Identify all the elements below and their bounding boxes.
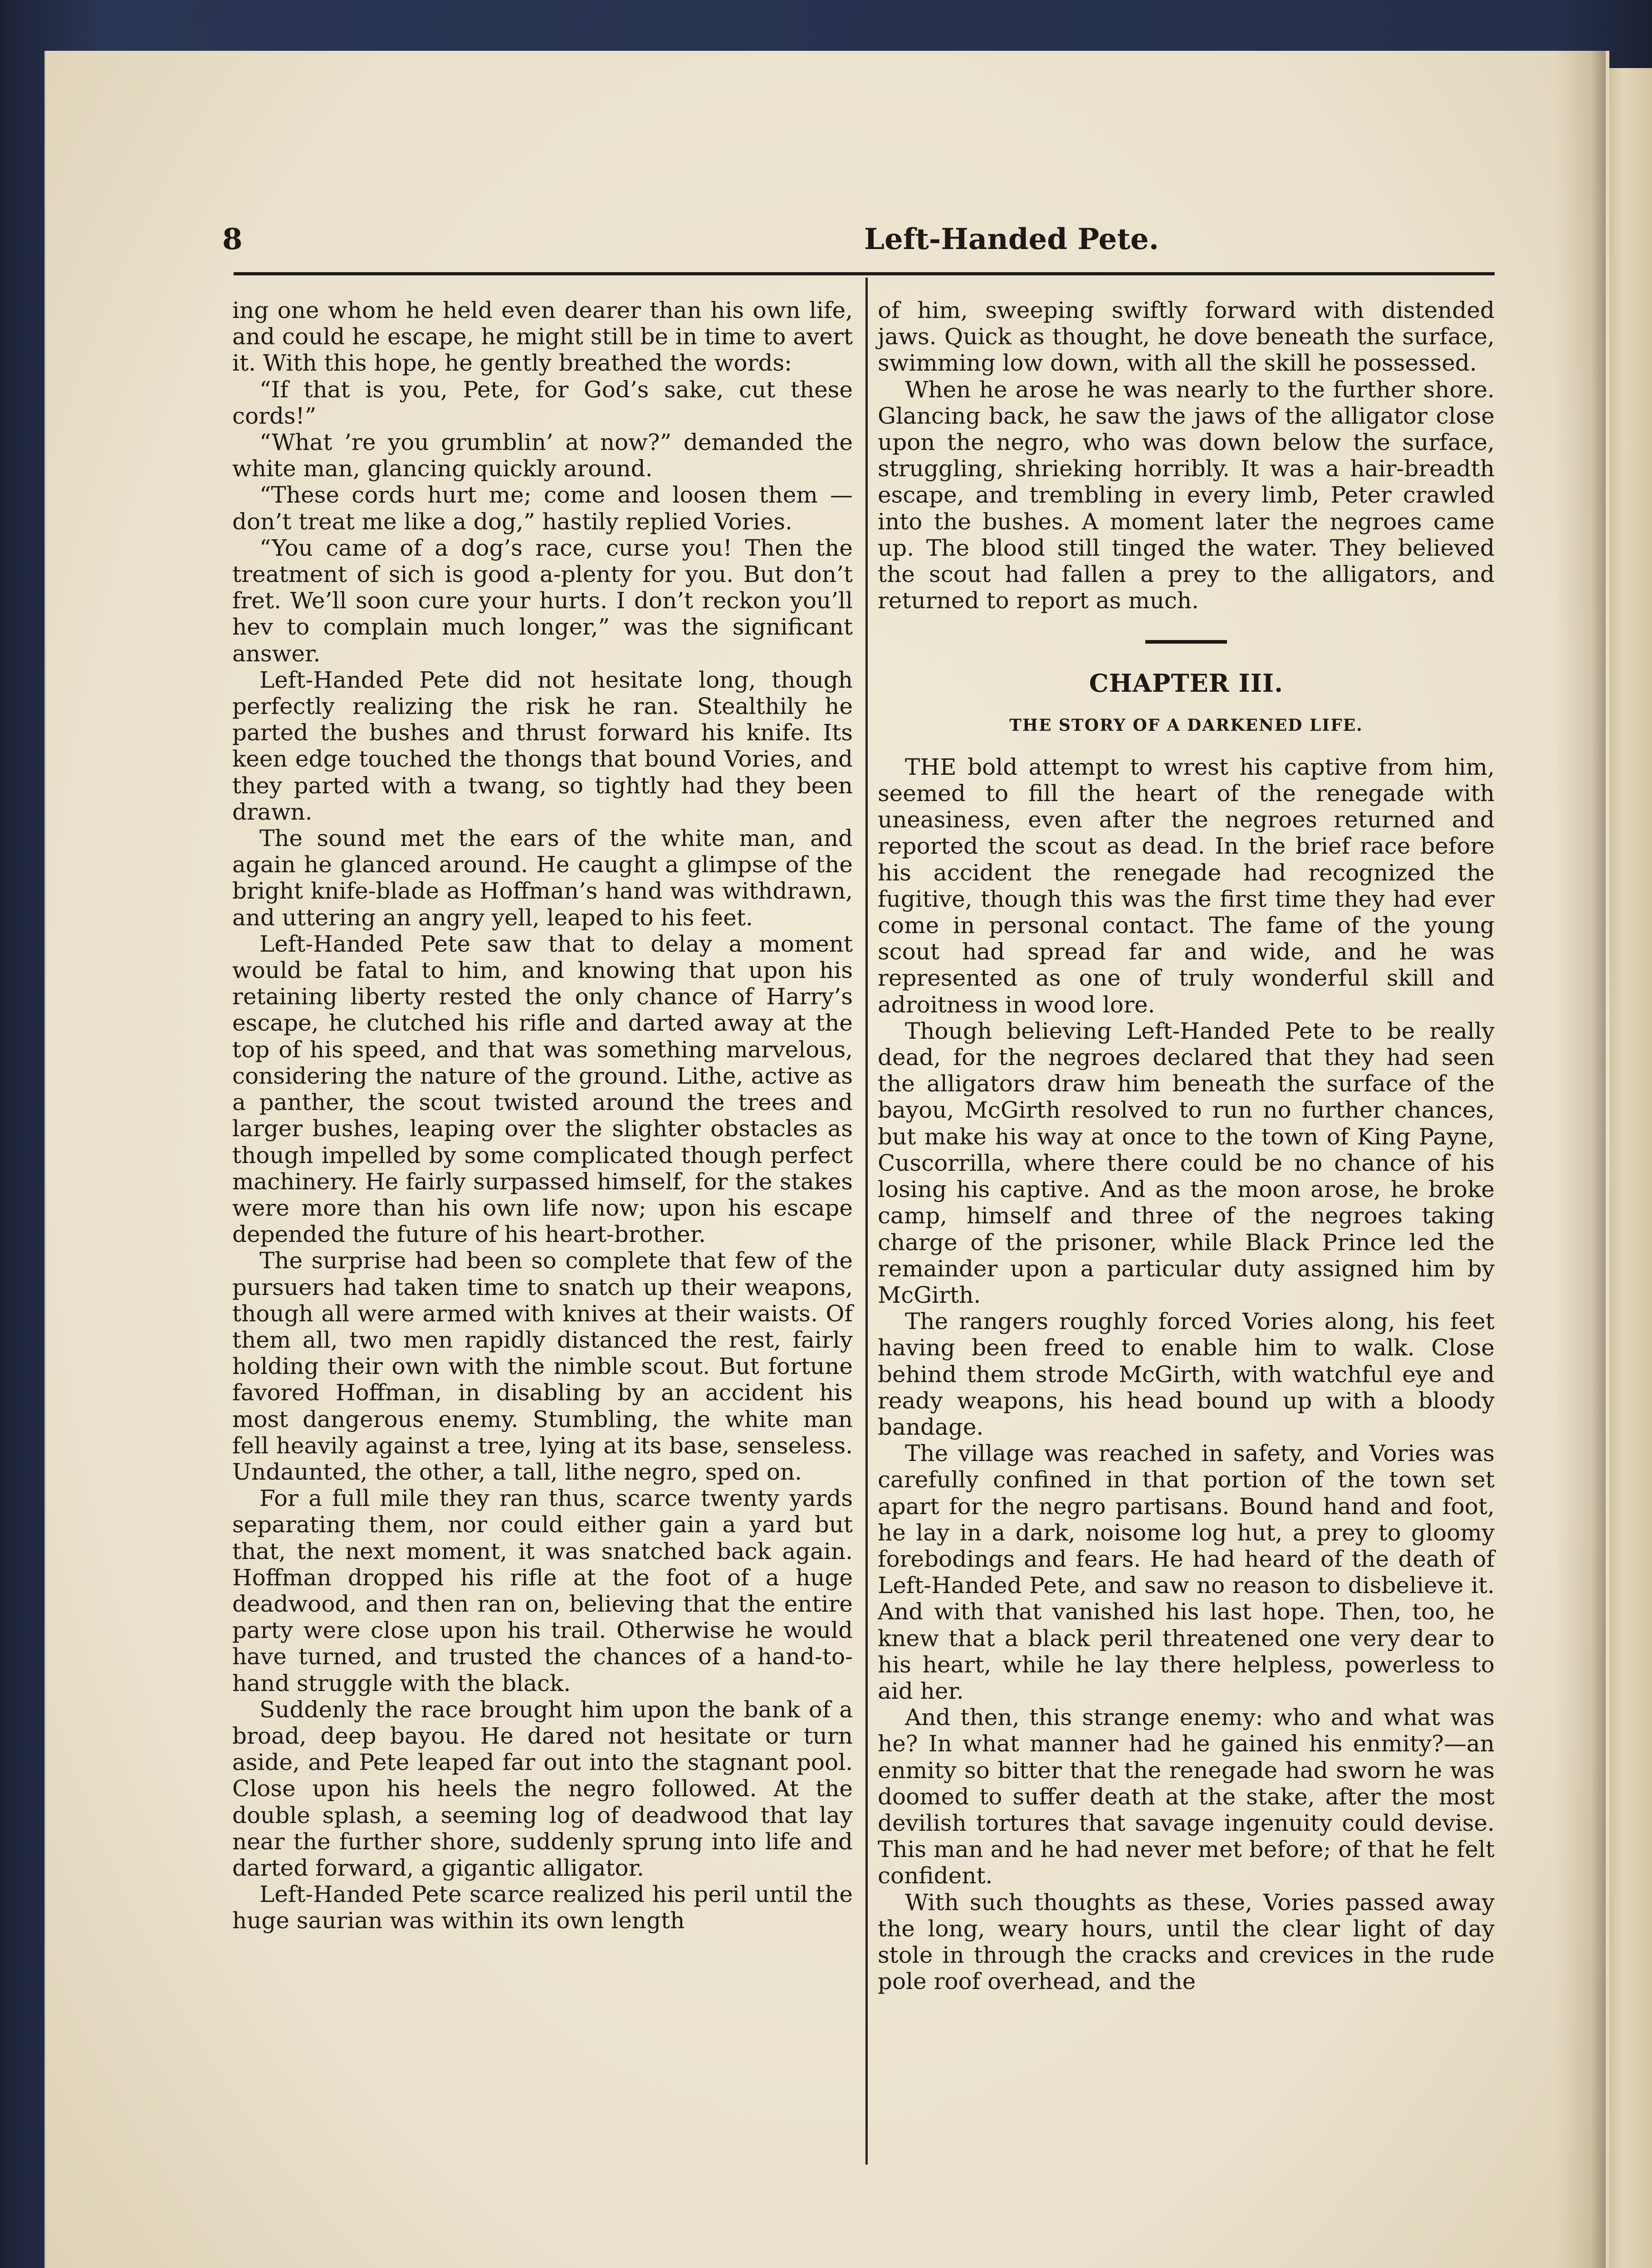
paragraph: Though believing Left-Handed Pete to be really dead, for the negroes declared that they had seen the alligators draw him beneath the surface of the bayou, McGirth resolved to run no further chances, but make his way at once to the town of King Payne, Cuscorrilla, where there could be no chance of his losing his captive. And as the moon arose, he broke camp, himself and three of the negroes taking charge of the prisoner, while Black Prince led the remainder upon a particular duty assigned him by McGirth. [878, 1017, 1495, 1308]
paragraph: Left-Handed Pete saw that to delay a moment would be fatal to him, and knowing that upon his retaining liberty rested the only chance of Harry’s escape, he clutched his rifle and darted away at the top of his speed, and that was something marvelous, considering the nature of the ground. Lithe, active as a panther, the scout twisted around the trees and larger bushes, leaping over the slighter obstacles as though impelled by some complicated though perfect machinery. He fairly surpassed himself, for the stakes were more than his own life now; upon his escape depended the future of his heart-brother. [232, 930, 853, 1248]
paragraph: When he arose he was nearly to the further shore. Glancing back, he saw the jaws of the alligator close upon the negro, who was down below the surface, struggling, shrieking horribly. It was a hair-breadth escape, and trembling in every limb, Peter crawled into the bushes. A moment later the negroes came up. The blood still tinged the water. They believed the scout had fallen a prey to the alligators, and returned to report as much. [878, 376, 1495, 614]
chapter-subtitle: THE STORY OF A DARKENED LIFE. [1009, 715, 1363, 735]
chapter-heading: CHAPTER III. [1089, 669, 1284, 698]
paragraph: For a full mile they ran thus, scarce twenty yards separating them, nor could either gain a yard but that, the next moment, it was snatched back again. Hoffman dropped his rifle at the foot of a huge deadwood, and then ran on, believing that the entire party were close upon his trail. Otherwise he would have turned, and trusted the chances of a hand-to-hand struggle with the black. [232, 1485, 853, 1696]
paragraph: ing one whom he held even dearer than his own life, and could he escape, he might still be in time to avert it. With this hope, he gently breathed the words: [232, 297, 853, 376]
page-number: 8 [222, 222, 243, 256]
running-title: Left-Handed Pete. [864, 222, 1159, 256]
paragraph: With such thoughts as these, Vories passed away the long, weary hours, until the clear light of day stole in through the cracks and crevices in the rude pole roof overhead, and the [878, 1889, 1495, 1995]
paragraph: Left-Handed Pete did not hesitate long, though perfectly realizing the risk he ran. Stealthily he parted the bushes and thrust forward his knife. Its keen edge touched the thongs that bound Vories, and they parted with a twang, so tightly had they been drawn. [232, 666, 853, 825]
paragraph: “If that is you, Pete, for God’s sake, cut these cords!” [232, 376, 853, 429]
header-rule [234, 272, 1495, 275]
paragraph: Left-Handed Pete scarce realized his peril until the huge saurian was within its own length [232, 1881, 853, 1934]
column-divider [865, 278, 868, 2165]
paragraph: “You came of a dog’s race, curse you! Then the treatment of sich is good a-plenty for you. But don’t fret. We’ll soon cure your hurts. I don’t reckon you’ll hev to complain much longer,” was the significant answer. [232, 534, 853, 667]
page-header [222, 218, 1492, 259]
paragraph: “What ’re you grumblin’ at now?” demanded the white man, glancing quickly around. [232, 429, 853, 482]
paragraph: And then, this strange enemy: who and what was he? In what manner had he gained his enmity?—an enmity so bitter that the renegade had sworn he was doomed to suffer death at the stake, after the most devilish tortures that savage ingenuity could devise. This man and he had never met before; of that he felt confident. [878, 1704, 1495, 1889]
left-column [232, 297, 853, 1934]
paragraph: The village was reached in safety, and Vories was carefully confined in that portion of the town set apart for the negro partisans. Bound hand and foot, he lay in a dark, noisome log hut, a prey to gloomy forebodings and fears. He had heard of the death of Left-Handed Pete, and saw no reason to disbelieve it. And with that vanished his last hope. Then, too, he knew that a black peril threatened one very dear to his heart, while he lay there helpless, powerless to aid her. [878, 1440, 1495, 1704]
paragraph: THE bold attempt to wrest his captive from him, seemed to fill the heart of the renegade with uneasiness, even after the negroes returned and reported the scout as dead. In the brief race before his accident the renegade had recognized the fugitive, though this was the first time they had ever come in personal contact. The fame of the young scout had spread far and wide, and he was represented as one of truly wonderful skill and adroitness in wood lore. [878, 753, 1495, 1018]
paragraph: The sound met the ears of the white man, and again he glanced around. He caught a glimpse of the bright knife-blade as Hoffman’s hand was withdrawn, and uttering an angry yell, leaped to his feet. [232, 825, 853, 931]
chapter-separator-rule [1145, 640, 1227, 644]
paragraph: The surprise had been so complete that few of the pursuers had taken time to snatch up their weapons, though all were armed with knives at their waists. Of them all, two men rapidly distanced the rest, fairly holding their own with the nimble scout. But fortune favored Hoffman, in disabling by an accident his most dangerous enemy. Stumbling, the white man fell heavily against a tree, lying at its base, senseless. Undaunted, the other, a tall, lithe negro, sped on. [232, 1247, 853, 1485]
paragraph: of him, sweeping swiftly forward with distended jaws. Quick as thought, he dove beneath the surface, swimming low down, with all the skill he possessed. [878, 297, 1495, 376]
page-fold-shadow [1556, 51, 1606, 2268]
paragraph: Suddenly the race brought him upon the bank of a broad, deep bayou. He dared not hesitate or turn aside, and Pete leaped far out into the stagnant pool. Close upon his heels the negro followed. At the double splash, a seeming log of deadwood that lay near the further shore, suddenly sprung into life and darted forward, a gigantic alligator. [232, 1696, 853, 1881]
paragraph: “These cords hurt me; come and loosen them —don’t treat me like a dog,” hastily replied Vories. [232, 482, 853, 535]
paragraph: The rangers roughly forced Vories along, his feet having been freed to enable him to walk. Close behind them strode McGirth, with watchful eye and ready weapons, his head bound up with a bloody bandage. [878, 1308, 1495, 1440]
right-column [878, 297, 1495, 1994]
